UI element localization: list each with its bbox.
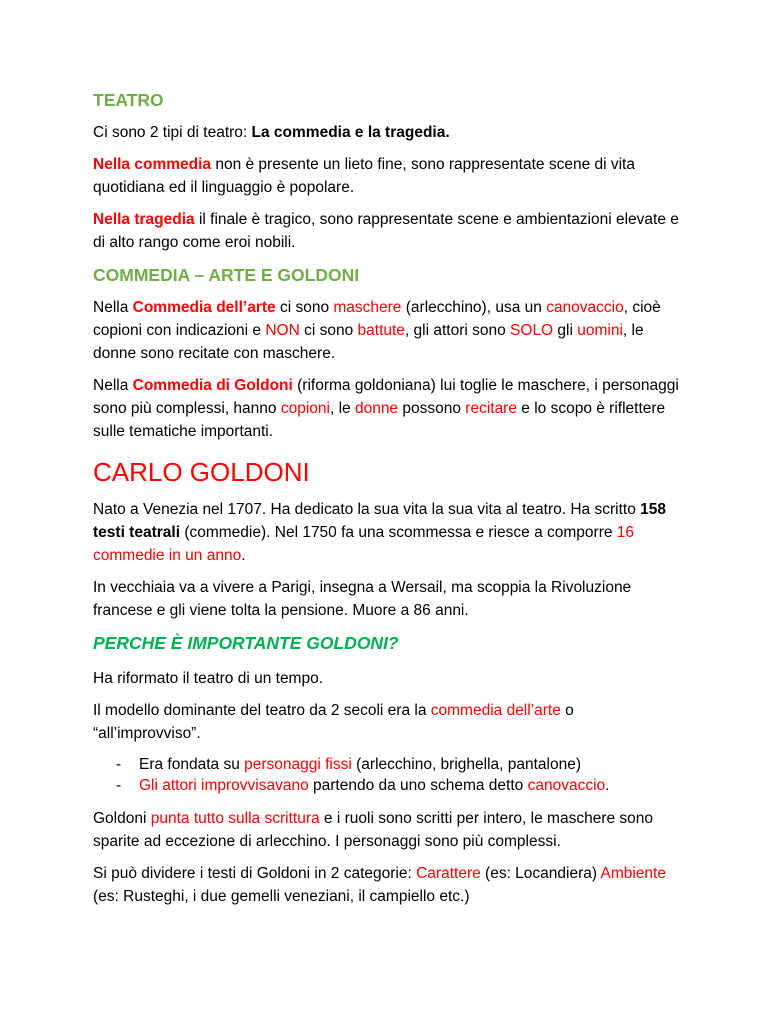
paragraph-vecchiaia: In vecchiaia va a vivere a Parigi, insegna a Wersail, ma scoppia la Rivoluzione francese e gli viene tolta la pensione. Muore a 86 anni. [93,579,632,619]
paragraph-biografia: Nato a Venezia nel 1707. Ha dedicato la sua vita la sua vita al teatro. Ha scritto 158 testi teatrali (commedie). Nel 1750 fa una scommessa e riesce a comporre 16 commedie in un anno. [93,501,666,564]
paragraph-commedia-goldoni: Nella Commedia di Goldoni (riforma goldoniana) lui toglie le maschere, i personaggi sono più complessi, hanno copioni, le donne possono recitare e lo scopo è riflettere sulle tematiche importanti. [93,377,679,440]
dash-bullet: - [116,777,122,794]
paragraph-riforma: Ha riformato il teatro di un tempo. [93,670,324,687]
paragraph-tragedia: Nella tragedia il finale è tragico, sono rappresentate scene e ambientazioni elevate e di alto rango come eroi nobili. [93,211,679,251]
heading-perche-importante: PERCHE È IMPORTANTE GOLDONI? [93,633,399,653]
heading-carlo-goldoni: CARLO GOLDONI [93,457,310,487]
document-body [93,88,683,908]
heading-teatro: TEATRO [93,90,164,110]
heading-commedia-arte-goldoni: COMMEDIA – ARTE E GOLDONI [93,265,360,285]
dash-bullet: - [116,756,122,773]
paragraph-commedia: Nella commedia non è presente un lieto fine, sono rappresentate scene di vita quotidiana ed il linguaggio è popolare. [93,156,635,196]
dash-list [93,754,683,796]
paragraph-scrittura: Goldoni punta tutto sulla scrittura e i ruoli sono scritti per intero, le maschere sono sparite ad eccezione di arlecchino. I personaggi sono più complessi. [93,810,654,850]
list-item: - Era fondata su personaggi fissi (arlecchino, brighella, pantalone) [116,756,582,773]
paragraph-commedia-arte: Nella Commedia dell’arte ci sono maschere (arlecchino), usa un canovaccio, cioè copioni con indicazioni e NON ci sono battute, gli attori sono SOLO gli uomini, le donne sono recitate con maschere. [93,299,661,362]
paragraph-intro: Ci sono 2 tipi di teatro: La commedia e la tragedia. [93,124,450,141]
list-item: - Gli attori improvvisavano partendo da uno schema detto canovaccio. [116,777,610,794]
paragraph-modello-dominante: Il modello dominante del teatro da 2 secoli era la commedia dell’arte o “all’improvviso”. [93,702,574,742]
paragraph-categorie: Si può dividere i testi di Goldoni in 2 categorie: Carattere (es: Locandiera) Ambiente (es: Rusteghi, i due gemelli veneziani, il campiello etc.) [93,865,666,905]
